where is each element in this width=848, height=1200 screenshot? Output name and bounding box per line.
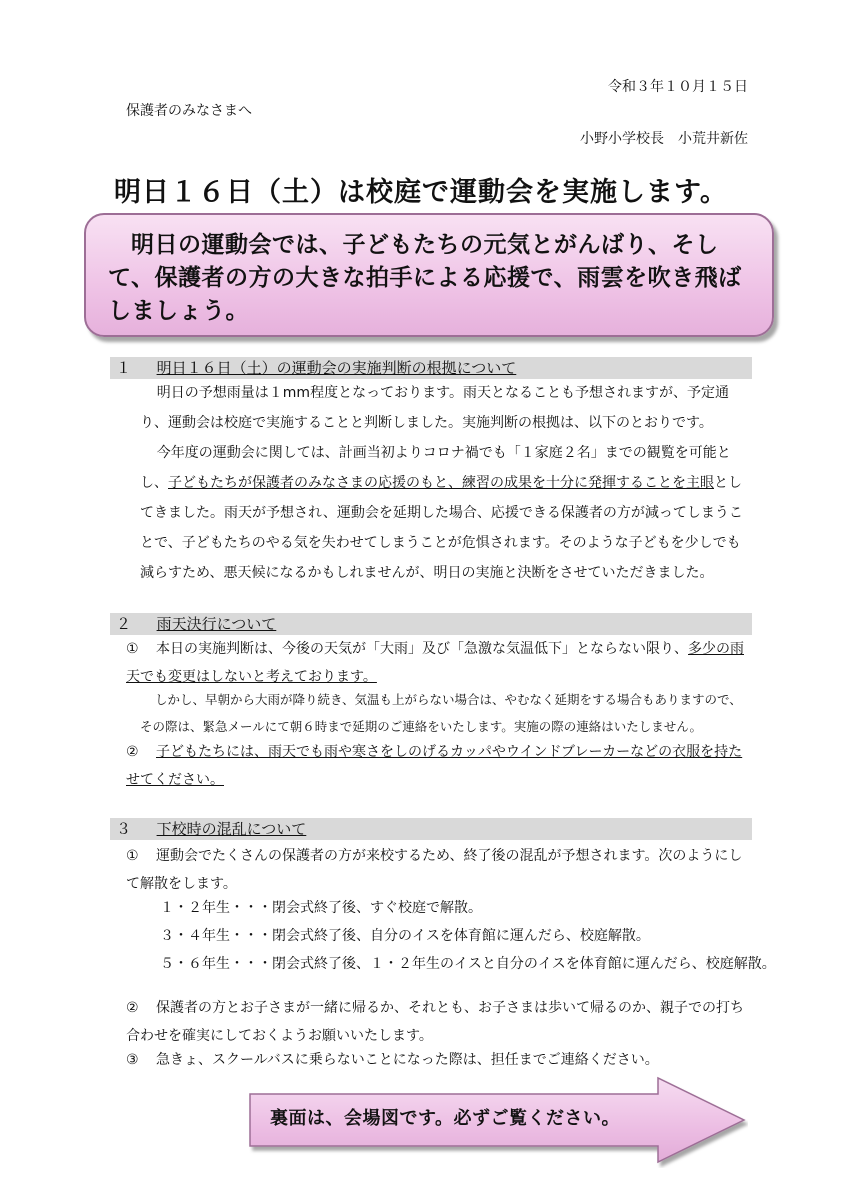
back-page-arrow (248, 1076, 748, 1168)
section2-item1-number: ① (126, 641, 139, 657)
section2-item1-a: 本日の実施判断は、今後の天気が「大雨」及び「急激な気温低下」とならない限り、 (156, 641, 688, 657)
section1-number: １ (116, 359, 132, 377)
section3-item3-number: ③ (126, 1052, 139, 1068)
grade-label: １・２年生・・・ (160, 900, 272, 916)
section1-title: 明日１６日（土）の運動会の実施判断の根拠について (156, 359, 517, 377)
date: 令和３年１０月１５日 (608, 79, 748, 95)
addressee: 保護者のみなさまへ (126, 103, 252, 119)
section2-title: 雨天決行について (156, 615, 277, 633)
grade-row (160, 894, 752, 922)
signer: 小野小学校長 小荒井新佐 (580, 131, 748, 147)
section2-item1 (126, 635, 752, 691)
section1-p2-b: としてきました。雨天が予想され、運動会を延期した場合、応援できる保護者の方が減ってしまうことで、子どもたちのやる気を失わせてしまうことが危惧されます。そのような子どもを少しでも減らすため、悪天候になるかもしれませんが、明日の実施と決断をさせていただきました。 (140, 475, 743, 581)
section2-item2-text: 子どもたちには、雨天でも雨や寒さをしのげるカッパやウインドブレーカーなどの衣服を持たせてください。 (126, 744, 743, 788)
section2-note: しかし、早朝から大雨が降り続き、気温も上がらない場合は、やむなく延期をする場合もありますので、その際は、緊急メールにて朝６時まで延期のご連絡をいたします。実施の際の連絡はいたしません。 (140, 692, 742, 734)
section1-p2-a: 今年度の運動会に関しては、計画当初よりコロナ禍でも「１家庭２名」までの観覧を可能とし、 (140, 445, 731, 491)
grade-list (160, 894, 776, 978)
section1-p2-underlined: 子どもたちが保護者のみなさまの応援のもと、練習の成果を十分に発揮することを主眼 (168, 475, 714, 491)
section3-item2 (126, 994, 752, 1050)
highlight-text: 明日の運動会では、子どもたちの元気とがんばり、そして、保護者の方の大きな拍手による応援で、雨雲を吹き飛ばしましょう。 (108, 232, 742, 324)
back-page-notice: 裏面は、会場図です。必ずご覧ください。 (270, 1108, 621, 1129)
section3-item2-number: ② (126, 1000, 139, 1016)
section3-item3 (126, 1046, 752, 1074)
section2-item2-number: ② (126, 744, 139, 760)
section3-item1-text: 運動会でたくさんの保護者の方が来校するため、終了後の混乱が予想されます。次のようにして解散をします。 (126, 848, 743, 892)
section1-heading (110, 357, 752, 379)
section3-number: ３ (116, 820, 132, 838)
section2-item2 (126, 738, 752, 794)
section1-paragraph2 (140, 438, 750, 588)
grade-label: ３・４年生・・・ (160, 928, 272, 944)
section3-title: 下校時の混乱について (156, 820, 307, 838)
grade-row (160, 922, 752, 950)
grade-row (160, 950, 832, 978)
grade-label: ５・６年生・・・ (160, 956, 272, 972)
section2-item1-underlined: 多少の雨天でも変更はしないと考えております。 (126, 641, 744, 685)
section3-heading (110, 818, 752, 840)
grade-text: 閉会式終了後、自分のイスを体育館に運んだら、校庭解散。 (272, 928, 650, 944)
section2-number: ２ (116, 615, 132, 633)
section3-item2-text: 保護者の方とお子さまが一緒に帰るか、それとも、お子さまは歩いて帰るのか、親子での打ち合わせを確実にしておくようお願いいたします。 (126, 1000, 744, 1044)
section2-heading (110, 613, 752, 635)
grade-text: 閉会式終了後、１・２年生のイスと自分のイスを体育館に運んだら、校庭解散。 (272, 956, 776, 972)
section3-item1 (126, 842, 752, 898)
section3-item3-text: 急きょ、スクールバスに乗らないことになった際は、担任までご連絡ください。 (156, 1052, 659, 1068)
page-title: 明日１６日（土）は校庭で運動会を実施します。 (114, 177, 728, 208)
highlight-box (84, 213, 774, 337)
grade-text: 閉会式終了後、すぐ校庭で解散。 (272, 900, 482, 916)
section1-paragraph1: 明日の予想雨量は１mm程度となっております。雨天となることも予想されますが、予定通り、運動会は校庭で実施することと判断しました。実施判断の根拠は、以下のとおりです。 (140, 385, 729, 431)
section3-item1-number: ① (126, 848, 139, 864)
